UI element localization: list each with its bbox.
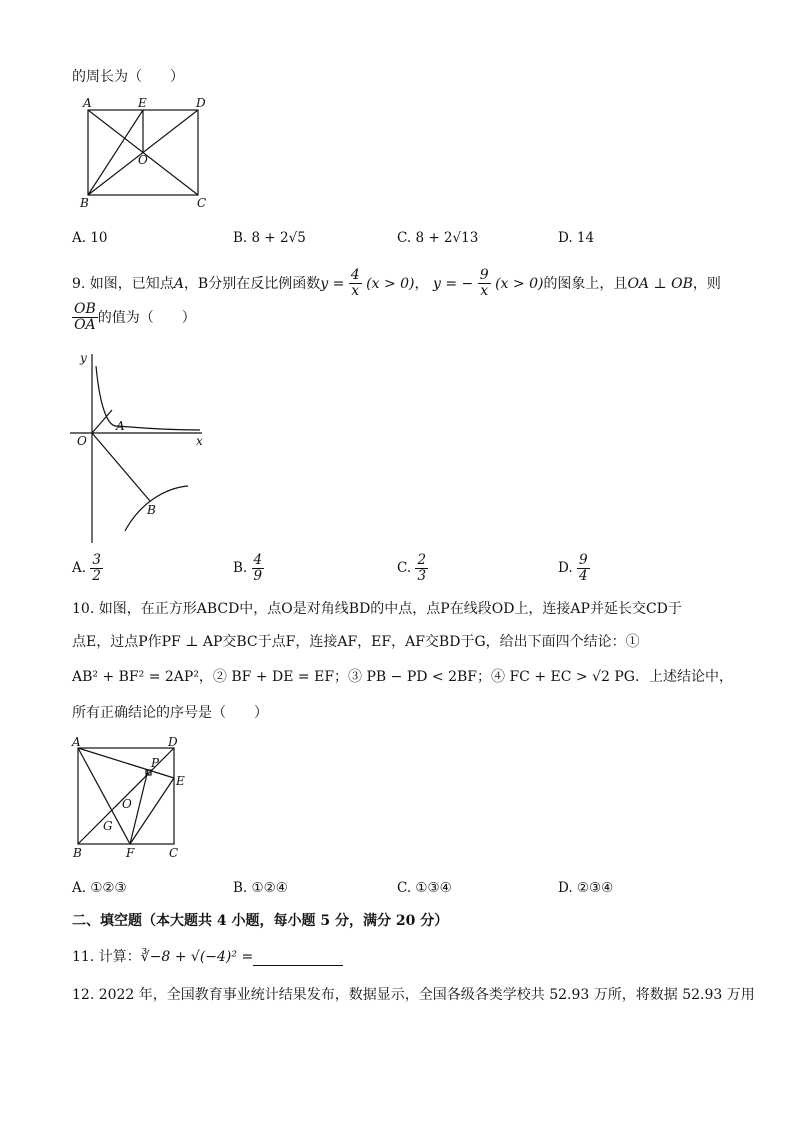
section-heading-fill-blank: 二、填空题（本大题共 4 小题，每小题 5 分，满分 20 分） bbox=[72, 913, 449, 929]
q9-option-c: C. $\frac{2}{3}$ bbox=[397, 552, 427, 584]
q11-answer-blank[interactable] bbox=[253, 951, 343, 966]
q10-label-d: D bbox=[168, 735, 178, 749]
q10-label-p: P bbox=[151, 756, 160, 770]
q8-label-o: O bbox=[138, 153, 148, 167]
q8-option-c: C. 8 + 2√13 bbox=[397, 230, 479, 246]
q10-line4: 所有正确结论的序号是（ ） bbox=[72, 705, 268, 721]
q8-label-a: A bbox=[83, 96, 92, 110]
q8-label-d: D bbox=[196, 96, 206, 110]
q9-stem-line2: $\frac{OB}{OA}$ 的值为（ ） bbox=[74, 301, 196, 334]
q10-option-c: C. ①③④ bbox=[397, 880, 452, 896]
q8-label-e: E bbox=[138, 96, 147, 110]
q8-label-c: C bbox=[197, 196, 207, 210]
q10-label-o: O bbox=[122, 797, 132, 811]
q10-line1: 10. 如图，在正方形ABCD中，点O是对角线BD的中点，点P在线段OD上，连接AP并延长交CD于 bbox=[72, 601, 682, 617]
q10-label-a: A bbox=[72, 735, 81, 749]
q8-option-d: D. 14 bbox=[558, 230, 595, 246]
q10-label-g: G bbox=[103, 819, 113, 833]
q10-option-b: B. ①②④ bbox=[233, 880, 288, 896]
q10-line3: AB² + BF² = 2AP²，② BF + DE = EF；③ PB − PD < 2BF；④ FC + EC > √2 PG．上述结论中， bbox=[72, 669, 733, 685]
q9-stem-line1: 9. 如图，已知点A，B分别在反比例函数y = $\frac{4}{x}$ (x > 0)， y = − $\frac{9}{x}$ (x > 0)的图象上，且OA ⊥ OB，则 bbox=[72, 267, 721, 300]
q10-label-c: C bbox=[169, 846, 179, 860]
q10-option-a: A. ①②③ bbox=[72, 880, 127, 896]
q10-line2: 点E，过点P作PF ⊥ AP交BC于点F，连接AF，EF，AF交BD于G，给出下面四个结论：① bbox=[72, 634, 640, 650]
q8-label-b: B bbox=[80, 196, 89, 210]
q9-label-b: B bbox=[147, 503, 156, 517]
q8-stem-tail: 的周长为（ ） bbox=[72, 69, 184, 85]
q10-label-f: F bbox=[126, 846, 135, 860]
q9-option-b: B. $\frac{4}{9}$ bbox=[233, 552, 263, 584]
q9-option-a: A. $\frac{3}{2}$ bbox=[72, 552, 101, 584]
q12-stem: 12. 2022 年，全国教育事业统计结果发布，数据显示，全国各级各类学校共 52.93 万所，将数据 52.93 万用 bbox=[72, 987, 755, 1003]
q9-option-d: D. $\frac{9}{4}$ bbox=[558, 552, 588, 584]
q10-option-d: D. ②③④ bbox=[558, 880, 614, 896]
q9-label-y: y bbox=[80, 351, 87, 365]
q8-option-a: A. 10 bbox=[72, 230, 108, 246]
q10-label-b: B bbox=[73, 846, 82, 860]
q10-label-e: E bbox=[176, 774, 185, 788]
q8-rectangle-figure bbox=[78, 94, 218, 214]
q10-square-figure bbox=[70, 734, 195, 864]
q8-option-b: B. 8 + 2√5 bbox=[233, 230, 306, 246]
q9-hyperbola-figure bbox=[70, 348, 220, 548]
q9-label-x: x bbox=[196, 434, 203, 448]
q9-label-a: A bbox=[116, 419, 125, 433]
q9-label-o: O bbox=[77, 434, 87, 448]
q11-stem: 11. 计算：∛−8 + √(−4)² = bbox=[72, 946, 343, 966]
